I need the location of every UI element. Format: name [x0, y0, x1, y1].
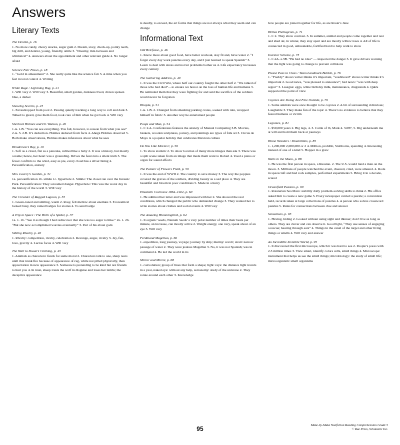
- answer-text: 1. Rivalry: competition, rivalry, celebration 2. Revenge, anger, rivalry 3. Jay, fun, love, gravity 4. Lucias focus 4. Will vary: [12, 235, 124, 245]
- answer-text: 1. Rotaterian Sea Mars: stability daily problem-solving skills to think 2. His office asked him to create a new game 3. Every newspaper carried a puzzle; a convention held, records taken at large collections of puzzles 4. A person who solves crossword puzzles 5. Rules for connections between clue and answer: [268, 189, 384, 208]
- answer-text: 1. expedition, long journey, voyage; journey by ship; mutiny: revolt; strait: narrow passage of water 2. They were jealous Magellan 3. No, it was not Spanish; was in command 4. He led the world in its: [140, 240, 254, 254]
- answer-text: 1. Will vary 2. Will vary 3. Beautiful, small garden, darkness lived, drawn spoken blue, a darker: [12, 90, 125, 100]
- answer-entry: [140, 190, 258, 209]
- answer-entry: [140, 76, 258, 100]
- answer-entry: [140, 236, 258, 255]
- answer-entry: [12, 86, 130, 100]
- answer-heading: Oceanfield Passion, p. 90: [268, 184, 304, 189]
- section-title-informational-text: Informational Text: [140, 34, 203, 44]
- answer-entry: [268, 139, 386, 153]
- answer-text: 1. He admired her letter and was impressed with her 2. She showed the real conditions, which changed the public who demanded change 3. They wanted her to write stories about clothes and social events 4. Will vary: [140, 194, 255, 209]
- answer-entry: [268, 185, 386, 209]
- page-number: 95: [196, 427, 204, 433]
- entries-right: [268, 30, 386, 264]
- footer-line-copyright: © Rae Press, Scholastic Inc.: [351, 427, 388, 431]
- answer-entry: [140, 258, 258, 277]
- answer-entry: [140, 103, 258, 117]
- answer-heading: Sibling Rivalry, p. 40: [12, 231, 42, 236]
- answer-text: 1. He was the first person in space, a Russian. 2. The U.S. would land a man on the moon. 3. Millions of people watched the event, cheered, cried, were amazed. 4. Rode in spacecraft and had rock samples, performed experiments 5. Bring it in a decade, scared: [268, 161, 386, 180]
- answer-heading: Please Pass to Class / Team Landmark Bubble, p. 76: [268, 70, 341, 75]
- answer-entry: [12, 40, 130, 64]
- column-right: [268, 21, 386, 267]
- answer-text: 1. $50,000 years 2. Big legs, 4. 3. Cattle of lb, Mark 4. 3.087, 5. Dig underneath me at will and hold them back at journeys: [268, 125, 384, 135]
- answer-heading: Hellas Pheltagrom, p. 71: [268, 29, 303, 34]
- answer-entry: [268, 157, 386, 181]
- entries-middle: [140, 48, 258, 277]
- answer-entry: [12, 249, 130, 277]
- answer-text: 1.A. 1.B. 2. Changed from smashing parking crates, soaked with rain, wrapped himself in fabric 3. Another way he entertained people: [140, 108, 249, 117]
- answer-heading: Science Fair Flaws, p. 18: [12, 67, 48, 72]
- answer-entry: [12, 145, 130, 169]
- answer-entry: [12, 213, 130, 227]
- answer-heading: The Painter of Flowers Field, p. 59: [140, 167, 189, 172]
- answer-text: 1. “Gold in amazement” 2. She really quite like the science fair 3. A time when you feel in total control 4. Writing: [12, 72, 127, 81]
- answer-text: 1. It organic 'seeds, Nannah 'seeds' a vary polar number of times their beats per minute, an increase, can mostly active 2. Weight energy, one very, speak about of an eye 3. Will vary: [140, 217, 256, 231]
- answer-heading: Henderson’s Bay, p. 19: [12, 144, 44, 149]
- answer-text: 1. No more candy, chewy snacks, sugar gum 2. Dream, story, check-up, pointy teeth, big drill, and dentist, young, friendly, smile 3. “Dreamy, mix-between and whimsical” 4. Answers about the appointment and other relevant guide 4. No longer afraid: [12, 44, 129, 63]
- answer-text: 1a. personification 1b. simile 1c. hyperbole 2. Simile: The closet ran over the Jurassic Park. Personification: They screamed danger. Hyperbole: This was the worst day in the history of the world 3. Will vary: [12, 176, 130, 191]
- answer-heading: Showing Secrets, p. 23: [12, 103, 44, 108]
- answer-heading: Home Wonders / Disabilities, p. 85: [268, 139, 317, 144]
- answer-text: 1. To show statistic 2. To show location of many more images than ask 3. There was a split scene taken from an image that made them want to Roberi 4. Used a piano or organ for sound effects: [140, 149, 256, 163]
- answer-entry: [12, 122, 130, 141]
- answer-entry: [268, 71, 386, 95]
- answer-heading: Do You Like Movies?, p. 56: [140, 144, 178, 149]
- answer-entry: [140, 144, 258, 163]
- answer-text: 1. C.2A. a.3B. ”He had no idea” — inspected the danger 3. It gave drivers warning that the light was going to change to prevent collisions: [268, 57, 383, 66]
- answer-text: 1. Animals as characters: funds for same moral 2. Characters talk to one, sharp tears until that trunk fire because of appearance of rug, while not pilled physically, than appreciation in new appearance 3. Someone is pretending to be kind but not friends to hurt you 4. In trust, sheep trusts the wolf in disguise and loses her lambs; the deceptive appearance: [12, 254, 128, 277]
- answer-heading: Pooja and Man, p. 54: [140, 121, 170, 126]
- answer-heading: Walls in the Moon, p. 88: [268, 157, 302, 162]
- answer-heading: Sherlock Holmes and Dr. Watson, p. 26: [12, 121, 67, 126]
- answer-entry: [268, 98, 386, 117]
- answer-heading: Ferdinand Magellan, p. 66: [140, 235, 178, 240]
- answer-text: 1. Green-toned and smiling, warm 2. Rosy, felt mellow about enemies 3. Economical looked busy, they rained badges for stories 4. To send badge: [12, 199, 130, 209]
- answer-heading: An Incredible Invisible World, p. 95: [268, 239, 318, 244]
- answer-text: 1. Eavesdropped from pool 2. Passing quietly tracking a long way to roll and dark 3. Talked to guard, gave them food, took care of him when he got back 4. Will vary: [12, 108, 129, 118]
- answer-entry: [12, 195, 130, 209]
- answer-entry: [268, 240, 386, 264]
- answer-text: 1. Some animals were once thought to be coyotes 2. A bit of surrounding ridiculous; Laughable 3. They make fun of the topic 4. There’s no evidence to believe that they feared humans or victim: [268, 102, 384, 117]
- answer-heading: Investor Scheme, p. 73: [268, 52, 300, 57]
- entries-left: [12, 40, 130, 278]
- answer-text: 1.A. 1.B. “You can see everything. You fail, however, to reason from what you see” 2.A. 3. 2.B. It’s deduction. Holmes deduced from facts 4. Ahega Holmes observed 5. Both make observations, Holmes makes inferences about what he sees: [12, 126, 129, 140]
- answer-heading: Old Briefcase, p. 46: [140, 48, 168, 53]
- answer-heading: Mirror and Mirror, p. 68: [140, 258, 174, 263]
- answer-text: 1. convolution; group of lines that form a shape; light: rays: the distance light travels in a year, naked eye: without any help, astronomy: study of the universe 2. They rotate around each other 3. Knowledge: [140, 263, 257, 277]
- answer-entry: [268, 121, 386, 135]
- answer-text: 1a. 1. 1b. “See it as though I had rediscover that she was too eager to hike.” 2a. 1. 2b. “But she now accomplished worries eventually” 3. Part of his about gods: [12, 217, 130, 227]
- answer-entry: [140, 213, 258, 232]
- answer-text: 1. It was the end of WWII 2. The country to save money 3. The way the poppies covered the graves of the soldiers, dividing beauty as a sad place 4. They are beautiful and bloom in poor conditions 5. Made in a hurry: [140, 171, 251, 186]
- answer-heading: Elizabeth Cochrane 1864–1922, p. 60: [140, 189, 193, 194]
- answer-text: 1. “Freddy” shows writer thinks it’s important, “washboard” shows writer thinks it’s important 2. Good news, “was pleased to announce”; bad news: “was with deep regret” 3. Lasagna: eggs, white birthday milk, maintenance, drugstands 4. Quirk supported the point of view: [268, 75, 384, 94]
- answer-text: 1. Know more about good food, have better workout, stay fit and, have water 2. “I forget every day work puzzles every day, and I just learned to speak Spanish” 3. Learn to deal with stress and not let problems bother us 4. Life expectancy increases every century: [140, 53, 256, 72]
- answer-heading: Coyotes Are Doing Just Fine Outside, p. 79: [268, 98, 328, 103]
- answer-heading: Mrs. Lavery’s Garden, p. 31: [12, 172, 51, 177]
- page-title: Answers: [12, 4, 66, 20]
- answer-entry: [12, 68, 130, 82]
- answer-entry: [268, 30, 386, 49]
- continued-answer: how people are joined together for life, as are Rosie’s Jane: [268, 21, 349, 25]
- answer-text: 1. C 2.A. Confederates features the anxiety of Manual Computing 3.B. Movies, baskets, wooden sculptures, pottery, and paintings are types of folk art 3. Circus de Mayo is a popular holiday that celebrates Mexican culture: [140, 126, 255, 140]
- answer-entry: [140, 48, 258, 72]
- answer-heading: Legumes, p. 81: [268, 120, 289, 125]
- answer-entry: [140, 167, 258, 186]
- answer-text: 1. 1,200,000 2,000,000 or 2 4. Million, prohibit, Stubborns, spending 4. Interesting instead of one of a kind 5. Hopper in a grew: [268, 143, 383, 153]
- footer-line-title: Make-by-Make Nonfiction Reading Comprehension Grade 5: [310, 423, 388, 427]
- answer-text: 1. It was the Civil War, where half our country fought the other half 2. “We talked of those who had died”—to ensure we honor on the loss of human life and humans 3. He reminded them that they were fighting for and said the sacrifice of the soldiers would never be forgotten: [140, 80, 257, 99]
- section-title-literary-texts: Literary Texts: [12, 26, 60, 35]
- column-left: [12, 24, 130, 282]
- answer-heading: The Amazing Hummingbird, p. 64: [140, 212, 187, 217]
- answer-entry: [268, 53, 386, 67]
- answer-text: 1. Having, hiding 2. Looked without using sight and thinner; don’t live as long as others. They are clever and can observe it. Good light, “They use senses of engaging a rescue; hearing through ears” 4. Things in the canal of the target and other living things or smells 4. Will vary and answer: [268, 216, 385, 236]
- answer-heading: The Creature of Ragged Lagoon, p. 33: [12, 194, 66, 199]
- answer-entry: [12, 172, 130, 191]
- answer-heading: Hoopla, p. 51: [140, 103, 159, 108]
- answer-heading: White Rage / Lightning Bug, p. 21: [12, 85, 59, 90]
- answer-heading: The Wall to Shaun’s Clothing, p. 43: [12, 249, 61, 254]
- answer-entry: [12, 231, 130, 245]
- answer-text: 1. C 2. They show contrast. 3. In summer, animal and people come together and rest and shed air, in winter, they stay apart and are mostly willow trees 4. All of life is connected in good, unbreakable, fortified hard to help walk to show: [268, 34, 384, 48]
- column-middle: [140, 21, 258, 281]
- continued-answer: is deadly, to exceed, the art forms that things are not always what they seem and can change: [140, 21, 256, 30]
- answer-heading: The Gathering Address, p. 49: [140, 75, 181, 80]
- answer-entry: [140, 122, 258, 141]
- answer-entry: [268, 212, 386, 236]
- answer-entry: [12, 104, 130, 118]
- answer-heading: Sensations, p. 93: [268, 212, 292, 217]
- answer-heading: The Dentist, p. 16: [12, 40, 37, 44]
- answer-text: 1. Soft as a cloud, flat as a pancake, rubbed like a baby 2. It was a history, but mostly a name; hence, her heart was a grounding. Drives the fears into a silent truth 3. The fewer conflicts to the wind, easy as pie, every cloud has a silver lining 4. Personification, anxiety: [12, 149, 130, 168]
- answer-text: 1. It discovered the first microscope, which it was hard to see 2. People’s pores with 2.3 million times 3. View smart, identify colors cells, small things 4. Microscope: instrument that helps us see the small things; microbiology: the study of small life; microorganism: small organisms: [268, 244, 384, 263]
- answer-heading: A Trip to Space / The Birth of a Spider, p. 37: [12, 213, 74, 218]
- footer-credit: [278, 423, 388, 431]
